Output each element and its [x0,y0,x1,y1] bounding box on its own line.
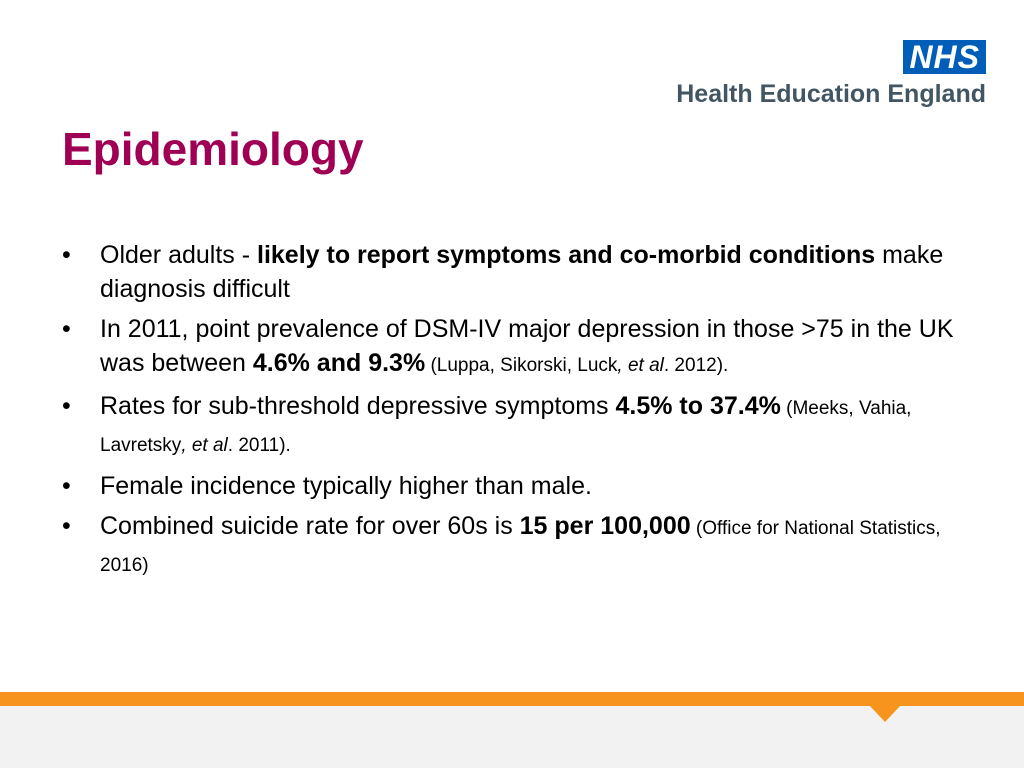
bullet-text: Combined suicide rate for over 60s is [100,512,520,540]
bullet-dot-icon: • [62,512,71,540]
citation: (Office for National Statistics, 2016) [100,518,941,576]
bullet-text: Female incidence typically higher than male. [100,472,592,500]
bullet-list [62,238,992,589]
bullet-item [62,509,992,583]
citation: (Meeks, Vahia, Lavretsky [100,398,912,456]
nhs-hee-logo [676,40,986,109]
citation-etal: , et al [617,355,664,376]
citation: (Luppa, Sikorski, Luck [425,355,618,376]
bullet-item [62,389,992,463]
bullet-item [62,312,992,383]
bullet-text: Rates for sub-threshold depressive symptoms [100,392,616,420]
org-name: Health Education England [676,80,986,108]
bullet-text: make diagnosis difficult [100,241,944,303]
footer-notch-shape [870,706,900,722]
bullet-text: In 2011, point prevalence of DSM-IV major depression in those >75 in the UK was between [100,315,954,377]
slide-title: Epidemiology [62,123,364,175]
bullet-emphasis: 15 per 100,000 [519,512,691,540]
bullet-emphasis: likely to report symptoms and co-morbid conditions [257,241,876,269]
footer-orange-bar [0,692,1024,706]
bullet-item [62,238,992,306]
bullet-dot-icon: • [62,392,71,420]
bullet-text: Older adults - [100,241,258,269]
citation: . 2011). [227,435,291,456]
nhs-logo-mark: NHS [903,40,986,74]
bullet-item [62,469,992,503]
bullet-emphasis: 4.6% and 9.3% [252,349,426,377]
citation: . 2012). [663,355,729,376]
bullet-dot-icon: • [62,315,71,343]
bullet-emphasis: 4.5% to 37.4% [615,392,781,420]
bullet-dot-icon: • [62,241,71,269]
citation-etal: , et al [181,435,228,456]
bullet-dot-icon: • [62,472,71,500]
